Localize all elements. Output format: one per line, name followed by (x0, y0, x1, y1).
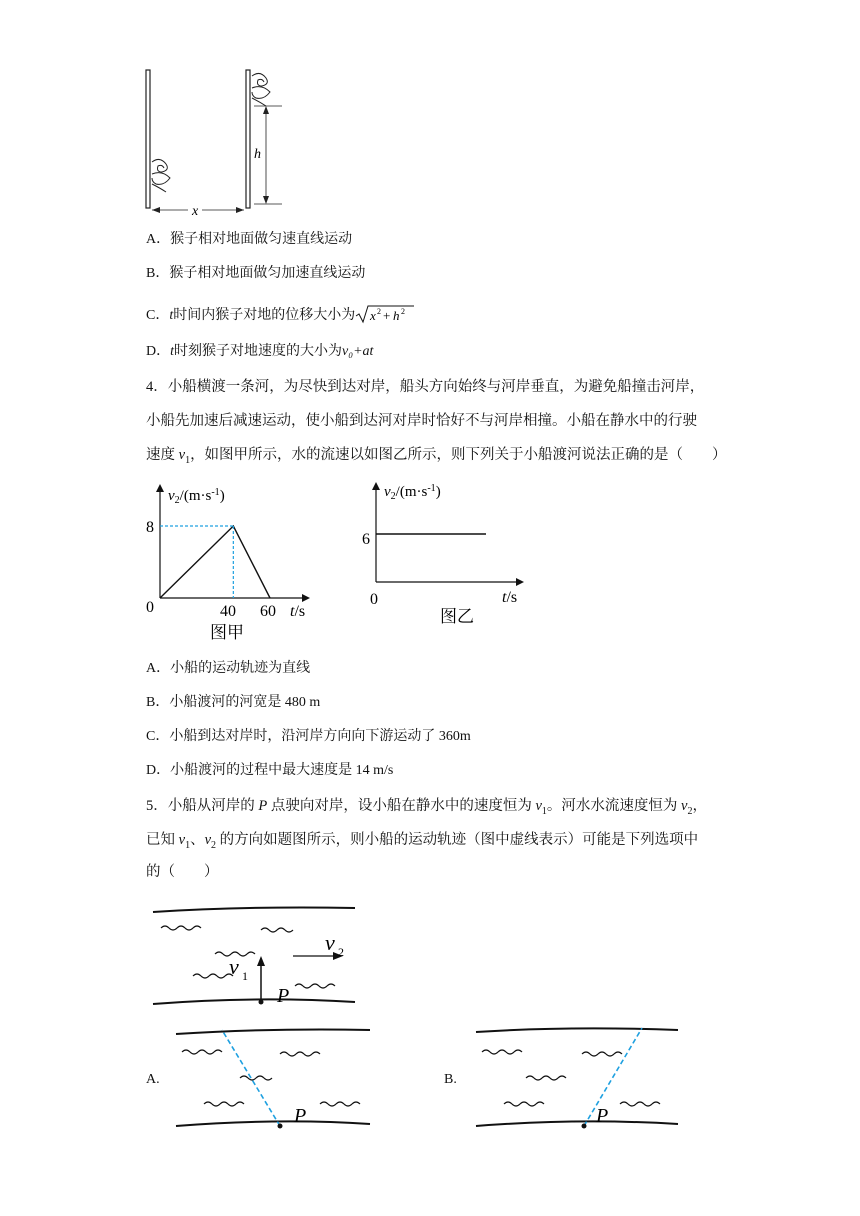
q4-line3-a: 速度 (146, 447, 179, 463)
opt-a-P: P (294, 1105, 307, 1127)
jia-title: 图甲 (210, 623, 244, 642)
svg-text:2: 2 (401, 307, 406, 316)
q4-v-sub: 1 (185, 454, 191, 466)
q5-v2: v (681, 798, 688, 814)
sqrt-formula (355, 303, 415, 325)
q5-l2c: 的方向如题图所示，则小船的运动轨迹（图中虚线表示）可能是下列选项中 (216, 832, 699, 848)
option-c-prefix: C． (146, 308, 170, 323)
jia-origin: 0 (146, 599, 154, 616)
option-d-t: t (170, 344, 175, 359)
q5-v1: v (535, 798, 542, 814)
option-c-t: t (169, 308, 174, 323)
yi-y-tick: 6 (362, 531, 370, 548)
q4-v: v (178, 447, 186, 463)
option-d-expr: v₀+at (342, 344, 374, 359)
q5-l2b: 、 (190, 832, 205, 848)
q5-v1-sub: 1 (541, 805, 547, 817)
q5-l2-v1-sub: 1 (185, 839, 191, 851)
wave-icons (161, 926, 335, 988)
svg-text:+: + (383, 308, 391, 323)
q5-line3: 的（ ） (146, 864, 219, 880)
q5-l1d: ， (692, 798, 707, 814)
option-a: A．猴子相对地面做匀速直线运动 (146, 232, 353, 247)
chart-yi (356, 478, 536, 648)
river-figure (145, 898, 365, 1014)
fig-P: P (277, 985, 290, 1007)
q5-l2a: 已知 (146, 832, 179, 848)
yi-xlabel: t/s (502, 589, 518, 606)
jia-series-line (160, 526, 270, 598)
option-d (146, 342, 373, 362)
jia-x-tick-60: 60 (260, 603, 276, 620)
monkey-icon (152, 159, 170, 192)
q5-option-a-figure (170, 1022, 380, 1138)
monkey-icon (252, 73, 270, 106)
q4-line3 (146, 444, 727, 472)
q5-option-a-label: A. (146, 1072, 160, 1087)
fig-v2: v (325, 930, 335, 955)
q4-option-b: B．小船渡河的河宽是 480 m (146, 695, 321, 710)
q5-l1b: 点驶向对岸，设小船在静水中的速度恒为 (267, 798, 536, 814)
q5-l2-v2: v (204, 832, 211, 848)
monkey-pole-figure (130, 62, 300, 222)
yi-origin: 0 (370, 591, 378, 608)
yi-ylabel: $v_2/(m\cdot s^{-1})$ (384, 483, 441, 502)
jia-y-tick: 8 (146, 519, 154, 536)
q5-l2-v1: v (178, 832, 186, 848)
jia-x-tick-40: 40 (220, 603, 236, 620)
q5-l2-v2-sub: 2 (211, 839, 216, 851)
q5-line2 (146, 829, 698, 857)
q4-option-d: D．小船渡河的过程中最大速度是 14 m/s (146, 763, 394, 778)
q5-P: P (258, 798, 268, 814)
wave-icons (182, 1050, 360, 1106)
h-label: h (254, 147, 261, 162)
q5-l1a: 5．小船从河岸的 (146, 798, 259, 814)
option-c-text: 时间内猴子对地的位移大小为 (173, 308, 356, 323)
chart-jia (140, 478, 320, 648)
option-b: B．猴子相对地面做匀加速直线运动 (146, 266, 366, 281)
option-c (146, 303, 415, 326)
fig-v1: v (229, 954, 239, 979)
svg-text:x: x (370, 308, 377, 323)
q4-line2: 小船先加速后减速运动，使小船到达河对岸时恰好不与河岸相撞。小船在静水中的行驶 (146, 413, 697, 429)
fig-v2-sub: 2 (338, 945, 344, 959)
q4-line3-b: ，如图甲所示，水的流速以如图乙所示，则下列关于小船渡河说法正确的是（ ） (190, 447, 727, 463)
option-d-text: 时刻猴子对地速度的大小为 (174, 344, 343, 359)
q5-v2-sub: 2 (687, 805, 693, 817)
wave-icons (482, 1050, 660, 1106)
q5-line1 (146, 795, 707, 823)
jia-ylabel: $v_2/(m\cdot s^{-1})$ (168, 487, 225, 506)
q5-option-b-figure (470, 1022, 685, 1138)
opt-b-P: P (596, 1105, 609, 1127)
q4-option-c: C．小船到达对岸时，沿河岸方向向下游运动了 360m (146, 729, 471, 744)
svg-text:h: h (393, 308, 400, 323)
q4-option-a: A．小船的运动轨迹为直线 (146, 661, 311, 676)
q4-line1: 4．小船横渡一条河，为尽快到达对岸，船头方向始终与河岸垂直，为避免船撞击河岸， (146, 379, 705, 395)
x-label: x (192, 204, 199, 219)
fig-v1-sub: 1 (242, 969, 248, 983)
option-d-prefix: D． (146, 344, 171, 359)
yi-title: 图乙 (440, 607, 474, 626)
jia-xlabel: t/s (290, 603, 306, 620)
q5-l1c: 。河水水流速度恒为 (546, 798, 682, 814)
svg-text:2: 2 (377, 307, 382, 316)
q5-option-b-label: B. (444, 1072, 457, 1087)
